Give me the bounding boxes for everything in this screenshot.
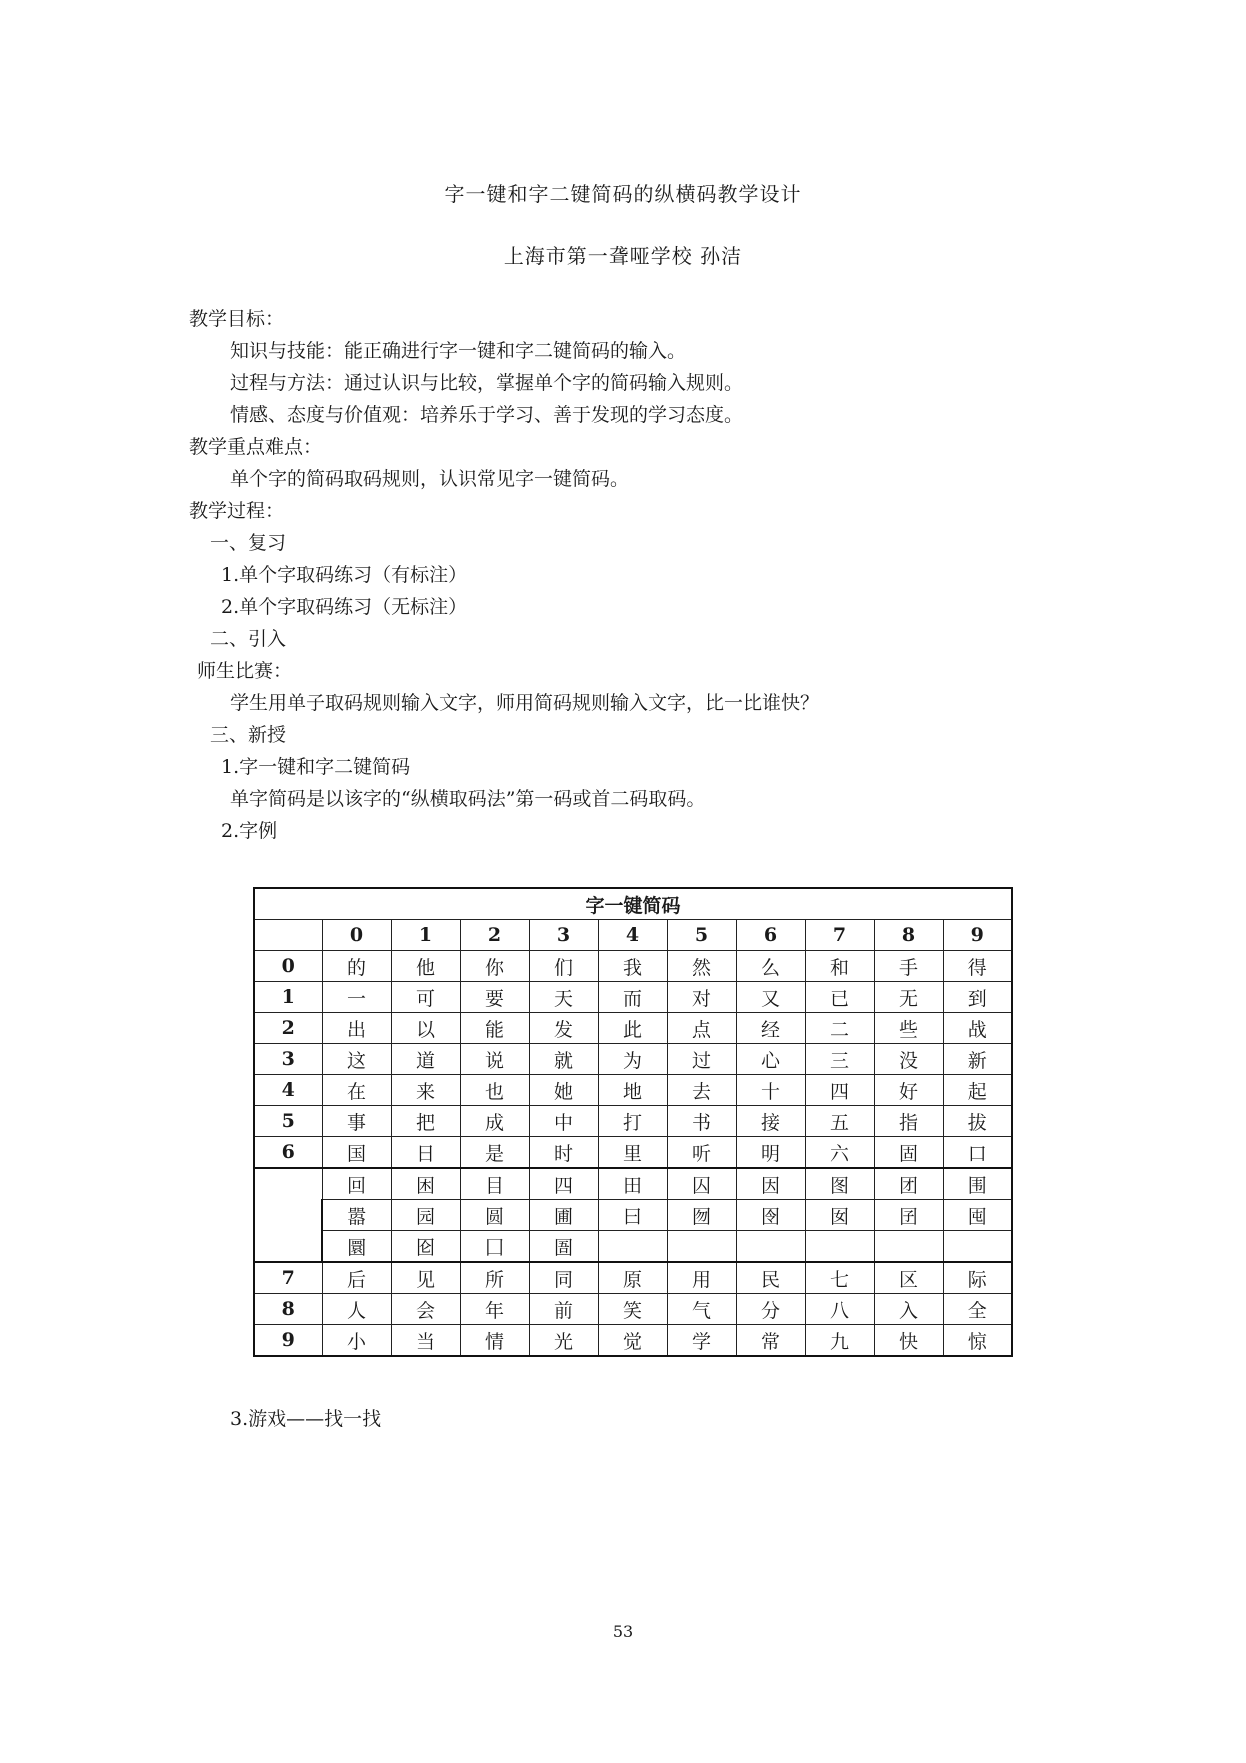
table-cell: 的	[322, 951, 391, 982]
table-cell: 经	[736, 1013, 805, 1044]
table-cell: 四	[529, 1168, 598, 1200]
table-cell: 囤	[943, 1200, 1012, 1231]
table-cell: 已	[805, 982, 874, 1013]
table-cell: 日	[391, 1137, 460, 1169]
table-cell: 囵	[391, 1231, 460, 1263]
table-cell: 所	[460, 1262, 529, 1294]
new-item-2: 2.字例	[221, 820, 278, 842]
table-cell: 见	[391, 1262, 460, 1294]
table-cell: 把	[391, 1106, 460, 1137]
row-header-empty	[254, 1168, 322, 1262]
heading-process: 教学过程：	[189, 500, 285, 522]
table-cell: 里	[598, 1137, 667, 1169]
row-header: 0	[254, 951, 322, 982]
heading-key-points: 教学重点难点：	[189, 436, 323, 458]
table-row	[254, 1325, 1012, 1357]
table-cell: 前	[529, 1294, 598, 1325]
table-cell: 此	[598, 1013, 667, 1044]
table-cell: 就	[529, 1044, 598, 1075]
table-cell: 发	[529, 1013, 598, 1044]
table-row	[254, 1075, 1012, 1106]
table-cell: 然	[667, 951, 736, 982]
column-header: 5	[667, 920, 736, 951]
table-cell: 事	[322, 1106, 391, 1137]
table-cell: 听	[667, 1137, 736, 1169]
table-row	[254, 1200, 1012, 1231]
table-cell: 常	[736, 1325, 805, 1357]
table-cell: 过	[667, 1044, 736, 1075]
table-cell: 原	[598, 1262, 667, 1294]
table-cell: 手	[874, 951, 943, 982]
table-cell: 快	[874, 1325, 943, 1357]
column-header: 7	[805, 920, 874, 951]
table-cell: 说	[460, 1044, 529, 1075]
table-cell	[598, 1231, 667, 1263]
table-cell: 嚣	[322, 1200, 391, 1231]
table-cell: 战	[943, 1013, 1012, 1044]
table-row	[254, 1168, 1012, 1200]
new-item-1-text: 单字简码是以该字的“纵横取码法”第一码或首二码取码。	[230, 788, 706, 810]
table-cell: 全	[943, 1294, 1012, 1325]
table-cell: 分	[736, 1294, 805, 1325]
table-cell: 民	[736, 1262, 805, 1294]
table-cell: 无	[874, 982, 943, 1013]
table-cell: 时	[529, 1137, 598, 1169]
table-cell: 区	[874, 1262, 943, 1294]
table-cell: 拔	[943, 1106, 1012, 1137]
table-cell: 后	[322, 1262, 391, 1294]
column-header	[254, 920, 322, 951]
new-item-1: 1.字一键和字二键简码	[221, 756, 411, 778]
table-cell: 些	[874, 1013, 943, 1044]
row-header: 6	[254, 1137, 322, 1169]
table-cell: 情	[460, 1325, 529, 1357]
row-header: 7	[254, 1262, 322, 1294]
table-cell: 国	[322, 1137, 391, 1169]
objective-knowledge: 知识与技能：能正确进行字一键和字二键简码的输入。	[230, 340, 687, 362]
table-cell: 地	[598, 1075, 667, 1106]
table-cell	[874, 1231, 943, 1263]
table-cell: 觉	[598, 1325, 667, 1357]
table-cell: 能	[460, 1013, 529, 1044]
table-cell: 到	[943, 982, 1012, 1013]
table-cell: 回	[322, 1168, 391, 1200]
table-cell: 来	[391, 1075, 460, 1106]
table-cell: 指	[874, 1106, 943, 1137]
competition-text: 学生用单子取码规则输入文字，师用简码规则输入文字，比一比谁快？	[230, 692, 820, 714]
table-cell: 学	[667, 1325, 736, 1357]
table-cell: 圆	[460, 1200, 529, 1231]
table-cell: 囗	[460, 1231, 529, 1263]
table-cell: 中	[529, 1106, 598, 1137]
table-cell	[736, 1231, 805, 1263]
column-header: 6	[736, 920, 805, 951]
column-header: 1	[391, 920, 460, 951]
table-cell	[805, 1231, 874, 1263]
row-header: 2	[254, 1013, 322, 1044]
table-cell: 图	[805, 1168, 874, 1200]
objective-emotion: 情感、态度与价值观：培养乐于学习、善于发现的学习态度。	[230, 404, 744, 426]
table-cell: 会	[391, 1294, 460, 1325]
table-cell: 因	[736, 1168, 805, 1200]
table-row	[254, 1231, 1012, 1263]
table-cell: 么	[736, 951, 805, 982]
table-cell: 这	[322, 1044, 391, 1075]
column-header: 2	[460, 920, 529, 951]
table-cell: 和	[805, 951, 874, 982]
table-cell: 你	[460, 951, 529, 982]
table-cell: 囹	[736, 1200, 805, 1231]
author-line: 上海市第一聋哑学校 孙洁	[503, 244, 743, 268]
table-cell: 田	[598, 1168, 667, 1200]
table-row	[254, 1137, 1012, 1169]
table-cell: 好	[874, 1075, 943, 1106]
table-row	[254, 1262, 1012, 1294]
key-points-text: 单个字的简码取码规则，认识常见字一键简码。	[230, 468, 630, 490]
table-cell: 人	[322, 1294, 391, 1325]
table-cell: 十	[736, 1075, 805, 1106]
table-row	[254, 982, 1012, 1013]
table-cell: 打	[598, 1106, 667, 1137]
table-row	[254, 1013, 1012, 1044]
table-cell: 气	[667, 1294, 736, 1325]
table-cell: 新	[943, 1044, 1012, 1075]
document-title: 字一键和字二键简码的纵横码教学设计	[444, 182, 802, 206]
table-cell: 去	[667, 1075, 736, 1106]
table-cell: 对	[667, 982, 736, 1013]
row-header: 5	[254, 1106, 322, 1137]
table-cell: 团	[874, 1168, 943, 1200]
table-cell	[667, 1231, 736, 1263]
table-cell: 圄	[529, 1231, 598, 1263]
column-header: 3	[529, 920, 598, 951]
table-cell: 当	[391, 1325, 460, 1357]
table-cell: 二	[805, 1013, 874, 1044]
table-cell: 天	[529, 982, 598, 1013]
section-new: 三、新授	[210, 724, 287, 746]
competition-heading: 师生比赛：	[197, 660, 293, 682]
table-cell: 他	[391, 951, 460, 982]
table-cell: 点	[667, 1013, 736, 1044]
table-cell: 起	[943, 1075, 1012, 1106]
game-line: 3.游戏——找一找	[230, 1408, 382, 1430]
column-header: 9	[943, 920, 1012, 951]
table-cell: 是	[460, 1137, 529, 1169]
table-cell: 道	[391, 1044, 460, 1075]
table-cell: 用	[667, 1262, 736, 1294]
section-intro: 二、引入	[210, 628, 287, 650]
table-cell: 九	[805, 1325, 874, 1357]
objective-process: 过程与方法：通过认识与比较，掌握单个字的简码输入规则。	[230, 372, 744, 394]
table-cell: 四	[805, 1075, 874, 1106]
table-cell	[943, 1231, 1012, 1263]
table-cell: 我	[598, 951, 667, 982]
table-cell: 又	[736, 982, 805, 1013]
table-cell: 一	[322, 982, 391, 1013]
table-cell: 固	[874, 1137, 943, 1169]
table-cell: 六	[805, 1137, 874, 1169]
table-row	[254, 951, 1012, 982]
table-cell: 要	[460, 982, 529, 1013]
table-row	[254, 1294, 1012, 1325]
table-cell: 在	[322, 1075, 391, 1106]
table-cell: 以	[391, 1013, 460, 1044]
table-cell: 围	[943, 1168, 1012, 1200]
one-key-code-table	[253, 887, 1013, 1357]
table-cell: 五	[805, 1106, 874, 1137]
table-cell: 目	[460, 1168, 529, 1200]
table-cell: 口	[943, 1137, 1012, 1169]
table-cell: 入	[874, 1294, 943, 1325]
review-item-2: 2.单个字取码练习（无标注）	[221, 596, 468, 618]
table-cell: 而	[598, 982, 667, 1013]
table-row	[254, 1044, 1012, 1075]
table-cell: 囡	[805, 1200, 874, 1231]
table-cell: 年	[460, 1294, 529, 1325]
row-header: 8	[254, 1294, 322, 1325]
table-cell: 七	[805, 1262, 874, 1294]
table-cell: 没	[874, 1044, 943, 1075]
table-cell: 们	[529, 951, 598, 982]
table-cell: 曰	[598, 1200, 667, 1231]
table-cell: 三	[805, 1044, 874, 1075]
table-cell: 惊	[943, 1325, 1012, 1357]
table-cell: 为	[598, 1044, 667, 1075]
table-cell: 囚	[667, 1168, 736, 1200]
table-row	[254, 1106, 1012, 1137]
table-header-row	[254, 920, 1012, 951]
column-header: 4	[598, 920, 667, 951]
row-header: 1	[254, 982, 322, 1013]
table-cell: 际	[943, 1262, 1012, 1294]
table-cell: 囫	[667, 1200, 736, 1231]
table-cell: 明	[736, 1137, 805, 1169]
column-header: 8	[874, 920, 943, 951]
review-item-1: 1.单个字取码练习（有标注）	[221, 564, 468, 586]
table-cell: 笑	[598, 1294, 667, 1325]
table-cell: 圜	[322, 1231, 391, 1263]
table-cell: 光	[529, 1325, 598, 1357]
row-header: 9	[254, 1325, 322, 1357]
table-cell: 接	[736, 1106, 805, 1137]
page-number: 53	[612, 1622, 634, 1641]
row-header: 3	[254, 1044, 322, 1075]
table-cell: 她	[529, 1075, 598, 1106]
table-cell: 出	[322, 1013, 391, 1044]
row-header: 4	[254, 1075, 322, 1106]
table-cell: 八	[805, 1294, 874, 1325]
table-cell: 园	[391, 1200, 460, 1231]
table-cell: 同	[529, 1262, 598, 1294]
table-cell: 也	[460, 1075, 529, 1106]
heading-objectives: 教学目标：	[189, 308, 285, 330]
section-review: 一、复习	[210, 532, 287, 554]
table-cell: 囝	[874, 1200, 943, 1231]
table-cell: 困	[391, 1168, 460, 1200]
table-cell: 小	[322, 1325, 391, 1357]
table-cell: 得	[943, 951, 1012, 982]
column-header: 0	[322, 920, 391, 951]
table-cell: 书	[667, 1106, 736, 1137]
table-cell: 心	[736, 1044, 805, 1075]
table-caption: 字一键简码	[254, 888, 1012, 920]
table-cell: 可	[391, 982, 460, 1013]
table-cell: 圃	[529, 1200, 598, 1231]
table-cell: 成	[460, 1106, 529, 1137]
